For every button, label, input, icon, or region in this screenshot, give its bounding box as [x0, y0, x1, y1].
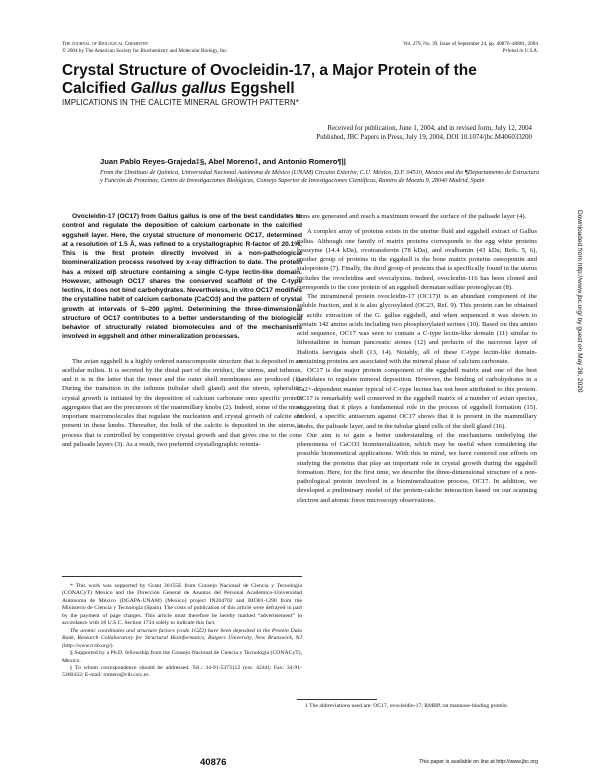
- published-line: Published, JBC Papers in Press, July 19, 2004, DOI 10.1074/jbc.M406033200: [316, 134, 532, 142]
- intro-paragraph: The avian eggshell is a highly ordered nanocomposite structure that is deposited in an acellular milieu. It is secreted by the distal part of the oviduct, the uterus, and isthmus, and it is in the latter that the inner and the outer shell membranes are produced (1). During the transition in the isthmus (tubular shell gland) and the uterus, spherulitic crystal growth is initiated by the deposition of calcium carbonate onto specific protein aggregates that are the precursors of the mammillary knobs (2). Indeed, some of the most important macromolecules that regulate the nucleation and crystal growth of calcite are present in these knobs. Thereafter, the bulk of the calcite is deposited in the uterus, a process that is controlled by competitive crystal growth and that gives rise to the cone and palisade layers (3). As a result, two preferred crystallographic orienta-: [62, 357, 302, 448]
- right-paragraph-3: The intramineral protein ovocleidin-17 (OC17)1 is an abundant component of the soluble fraction, and it is also glycosylated (OC23, Ref. 9). This protein can be obtained by acidic extraction of the G. gallus eggshell, and when sequenced it was shown to contain 142 amino acids including two phosphorylated serines (10). Based on this amino acid sequence, OC17 was seen to contain a C-type lectin-like domain (11) similar to lithostathine in human pancreatic stones (12) and perlucin of the nacreous layer of Haliotis laevigata shell (13, 14). Notably, all of these C-type lectin-like domain-containing proteins are associated with the mineral phase of calcium carbonate.: [297, 293, 537, 365]
- footnote-pdb: The atomic coordinates and structure factors (code 1GZ2) have been deposited in the Protein Data Bank, Research Collaboratory for Structural Bioinformatics, Rutgers University, New Brunswick, NJ (http://www.rcsb.org/).: [62, 627, 302, 649]
- right-paragraph-4: OC17 is the major protein component of the eggshell matrix and one of the best candidates to regulate mineral deposition. However, the binding of carbohydrates in a Ca2+-dependent manner typical of C-type lectins has not been attributed to this protein. OC17 is remarkably well conserved in the eggshell matrix of a number of avian species, suggesting that it plays a fundamental role in the process of eggshell formation (15). Indeed, a specific antiserum against OC17 shows that it is present in the mammillary knobs, the palisade layer, and in the tubular gland cells of the shell gland (16).: [297, 367, 537, 430]
- publication-dates: [132, 124, 532, 142]
- title-species: Gallus gallus: [130, 80, 227, 97]
- abbreviations-footnote: [297, 703, 537, 710]
- download-watermark: [573, 210, 585, 610]
- paper-title: [62, 62, 532, 98]
- footnote-funding: * This work was supported by Grant 36155E from Consejo Nacional de Ciencia y Tecnología (CONACyT) Mexico and the Dirección General de Asuntos del Personal Académico-Universidad Autónoma de México (DGAPA-UNAM) (Mexico) project IN204702 and BIO01-1290 from the Ministerio de Ciencia y Tecnología (Spain). The costs of publication of this article were defrayed in part by the payment of page charges. This article must therefore be hereby marked “advertisement” in accordance with 18 U.S.C. Section 1734 solely to indicate this fact.: [62, 583, 302, 627]
- footnote-correspondence: || To whom correspondence should be addressed. Tel.: 34-91-5373112 (ext. 4244); Fax: 34-91-5360432; E-mail: romero@cib.csic.es.: [62, 664, 302, 679]
- title-part1: Crystal Structure of Ovocleidin-17, a Major Protein of the Calcified: [62, 62, 477, 97]
- paper-subtitle: IMPLICATIONS IN THE CALCITE MINERAL GROWTH PATTERN*: [62, 98, 299, 107]
- received-line: Received for publication, June 1, 2004, and in revised form, July 12, 2004: [327, 125, 532, 132]
- footnote-rule-right: [297, 699, 377, 700]
- right-paragraph-5: Our aim is to gain a better understanding of the mechanisms underlying the phenomena of CaCO3 biomineralization, which may be useful when considering the possible biomimetical applications. With this in mind, we have centered our efforts on studying the proteins that play an important role in crystal growth during the eggshell formation. Here, for the first time, we describe the three-dimensional structure of a non-pathological protein involved in a biomineralization process, OC17. In addition, we developed a preliminary model of the protein-calcite interaction based on our scanning electron and atomic force microscopy observations.: [297, 431, 537, 504]
- volume-line: Vol. 279, No. 39, Issue of September 24, pp. 40876–40881, 2004: [403, 41, 538, 47]
- download-note: Downloaded from http://www.jbc.org/ by guest on May 28, 2020: [576, 210, 583, 393]
- affiliations: From the ‡Instituto de Química, Universidad Nacional Autónoma de México (UNAM) Circuito Exterior, C.U. México, D.F. 04510, Mexico and the ¶Departamento de Estructura y Función de Proteínas, Centro de Investigaciones Biológicas, Consejo Superior de Investigaciones Científicas, Ramiro de Maeztu 9, 28040 Madrid, Spain: [100, 169, 540, 185]
- abstract: Ovocleidin-17 (OC17) from Gallus gallus is one of the best candidates to control and regulate the deposition of calcium carbonate in the calcified eggshell layer. Here, the crystal structure of monomeric OC17, determined at a resolution of 1.5 Å, was refined to a crystallographic R-factor of 20.1%. This is the first protein directly involved in a non-pathological biomineralization process resolved by x-ray diffraction to date. The protein has a mixed α/β structure containing a single C-type lectin-like domain. However, although OC17 shares the conserved scaffold of the C-type lectins, it does not bind carbohydrates. Nevertheless, in vitro OC17 modifies the crystalline habit of calcium carbonate (CaCO3) and the pattern of crystal growth at intervals of 5–200 μg/ml. Determining the three-dimensional structure of OC17 contributes to a better understanding of the biological behavior of structurally related biomolecules and of the mechanisms involved in eggshell and other mineralization processes.: [62, 213, 302, 341]
- footnotes: [62, 583, 302, 680]
- copyright-line: © 2004 by The American Society for Biochemistry and Molecular Biology, Inc.: [62, 47, 228, 54]
- right-paragraph-2: A complex array of proteins exists in the uterine fluid and eggshell extract of Gallus gallus. Although one family of matrix proteins corresponds to the egg white proteins lysozyme (14.4 kDa), ovotransferrin (78 kDa), and ovalbumin (43 kDa; Refs. 5, 6), another group of proteins in the eggshell is the bone matrix proteins osteopontin and sialoprotein (7). Finally, the third group of proteins that is specifically found in the uterus includes the ovocleidins and ovocalyxins. Indeed, ovocleidin-116 has been cloned and corresponds to the core protein of an eggshell dermatan sulfate proteoglycan (8).: [297, 228, 537, 291]
- journal-header: [62, 41, 228, 54]
- right-column: [297, 212, 537, 505]
- footnote-fellowship: § Supported by a Ph.D. fellowship from the Consejo Nacional de Ciencia y Tecnología (CONACyT), Mexico.: [62, 650, 302, 664]
- online-availability: This paper is available on line at http://www.jbc.org: [419, 759, 538, 765]
- left-column: [62, 212, 302, 449]
- issue-header: [403, 41, 538, 54]
- abbreviations-text: 1 The abbreviations used are: OC17, ovocleidin-17; RMBP, rat mannose-binding protein.: [305, 703, 509, 709]
- journal-name: The Journal of Biological Chemistry: [62, 41, 149, 47]
- footnote-rule: [62, 576, 302, 577]
- page-number: 40876: [200, 757, 227, 768]
- title-part2: Eggshell: [226, 80, 295, 97]
- right-paragraph-1: tions are generated and reach a maximum toward the surface of the palisade layer (4).: [297, 213, 527, 220]
- printed-line: Printed in U.S.A.: [502, 47, 538, 54]
- author-list: Juan Pablo Reyes-Grajeda‡§, Abel Moreno‡, and Antonio Romero¶||: [100, 157, 346, 166]
